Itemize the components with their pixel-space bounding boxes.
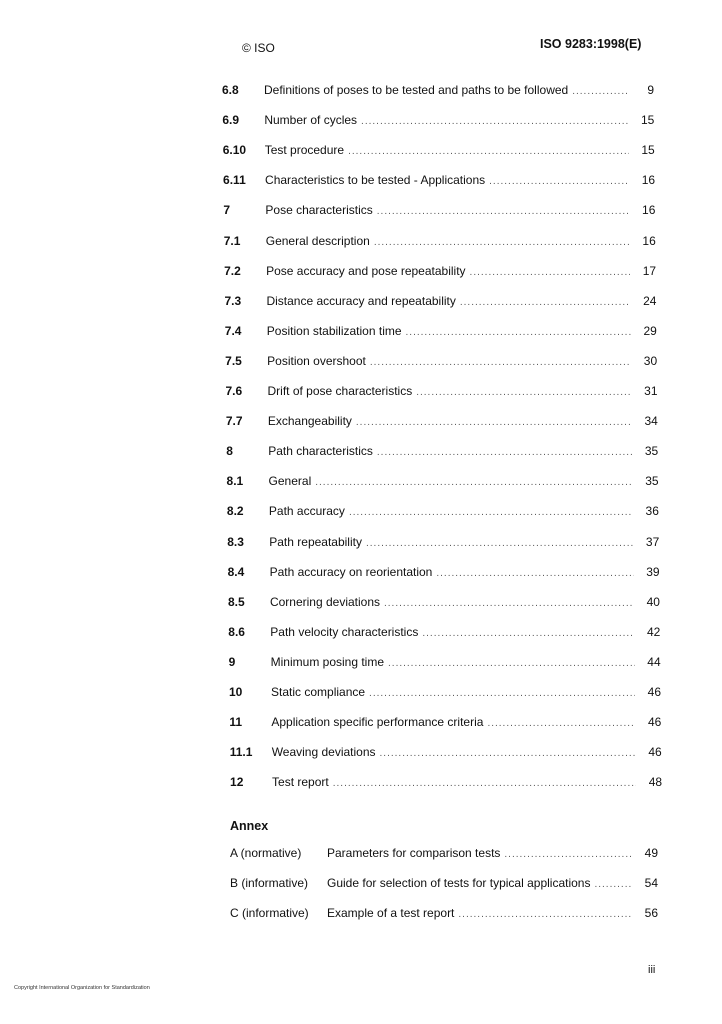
toc-entry-page: 29 <box>643 323 657 338</box>
toc-entry-number: 11 <box>229 715 243 730</box>
toc-entry <box>226 384 658 402</box>
toc-entry <box>224 234 656 252</box>
toc-entry-page: 35 <box>644 444 659 459</box>
toc-entry-page: 24 <box>643 293 657 308</box>
document-id: ISO 9283:1998(E) <box>540 37 642 51</box>
annex-entry <box>230 876 658 894</box>
toc-entry <box>228 565 660 583</box>
dot-leader <box>436 568 633 579</box>
annex-entry-label: C (informative) <box>230 906 309 920</box>
page-number: iii <box>648 964 656 976</box>
toc-entry <box>223 203 655 221</box>
toc-entry-page: 42 <box>646 624 661 639</box>
toc-entry-title: Definitions of poses to be tested and paths to be followed <box>264 83 569 97</box>
dot-leader <box>406 327 631 338</box>
toc-entry-title: Position stabilization time <box>266 323 402 338</box>
toc-entry-number: 8.1 <box>226 474 244 489</box>
toc-entry-number: 10 <box>229 685 243 699</box>
annex-heading: Annex <box>230 819 269 833</box>
toc-entry-number: 8.6 <box>228 624 245 639</box>
toc-entry-page: 31 <box>644 384 658 398</box>
toc-entry-title: General description <box>265 233 370 248</box>
toc-entry <box>225 354 657 372</box>
toc-entry <box>223 173 655 191</box>
toc-entry-title: Characteristics to be tested - Applications <box>265 173 486 188</box>
dot-leader <box>377 206 630 217</box>
toc-entry <box>225 324 657 342</box>
toc-entry-number: 7.1 <box>223 233 241 248</box>
toc-entry-page: 34 <box>644 414 658 429</box>
dot-leader <box>370 357 631 368</box>
dot-leader <box>458 909 632 920</box>
toc-entry-title: Path velocity characteristics <box>270 624 419 639</box>
toc-entry-title: Minimum posing time <box>270 654 385 669</box>
toc-entry-page: 36 <box>645 504 659 519</box>
dot-leader <box>572 86 628 97</box>
dot-leader <box>594 879 632 890</box>
toc-entry <box>226 444 658 462</box>
toc-entry-number: 6.8 <box>222 83 239 97</box>
toc-entry-title: Number of cycles <box>264 113 358 128</box>
toc-entry-title: Pose accuracy and pose repeatability <box>266 263 466 278</box>
toc-entry <box>227 474 659 492</box>
annex-entry-title: Parameters for comparison tests <box>327 846 501 860</box>
dot-leader <box>504 849 632 860</box>
annex-entry-title: Guide for selection of tests for typical applications <box>327 876 591 890</box>
toc-entry-page: 46 <box>647 685 661 699</box>
toc-entry-page: 44 <box>647 654 661 669</box>
toc-entry-page: 15 <box>641 143 655 158</box>
toc-entry <box>222 113 654 131</box>
toc-entry <box>224 294 656 312</box>
toc-entry-title: Path accuracy <box>268 504 345 519</box>
toc-entry-title: Path characteristics <box>268 444 373 459</box>
toc-entry-title: Drift of pose characteristics <box>267 384 413 398</box>
toc-entry <box>228 625 660 643</box>
toc-entry-page: 9 <box>647 83 654 97</box>
toc-entry-number: 6.9 <box>222 113 240 128</box>
dot-leader <box>377 447 632 458</box>
dot-leader <box>388 658 635 669</box>
dot-leader <box>361 116 628 127</box>
toc-entry <box>229 685 661 703</box>
toc-entry <box>226 414 658 432</box>
toc-entry-number: 11.1 <box>229 745 253 760</box>
toc-entry <box>229 655 661 673</box>
toc-entry-page: 17 <box>642 263 657 278</box>
toc-entry <box>229 715 661 733</box>
annex-entry-label: B (informative) <box>230 876 309 890</box>
toc-entry <box>224 264 656 282</box>
toc-entry <box>227 535 659 553</box>
copyright-notice: Copyright International Organization for Standardization <box>14 985 150 991</box>
toc-entry <box>222 83 654 101</box>
toc-entry-number: 8.4 <box>227 564 245 579</box>
toc-entry-number: 7.7 <box>225 414 243 429</box>
toc-entry-title: Application specific performance criteria <box>271 715 484 730</box>
toc-entry-title: General <box>268 474 312 489</box>
toc-entry-title: Path repeatability <box>269 534 362 549</box>
dot-leader <box>374 237 630 248</box>
toc-entry-title: Test procedure <box>264 143 345 158</box>
annex-entry <box>230 846 658 864</box>
toc-entry-number: 7.6 <box>225 384 243 398</box>
annex-entry-page: 56 <box>644 906 658 920</box>
dot-leader <box>366 538 633 549</box>
toc-entry-title: Path accuracy on reorientation <box>269 564 433 579</box>
annex-entry <box>230 906 658 924</box>
toc-entry-page: 48 <box>648 775 663 790</box>
toc-entry-number: 6.10 <box>222 143 247 158</box>
toc-entry-page: 35 <box>645 474 659 489</box>
toc-entry-number: 8.5 <box>227 594 245 609</box>
dot-leader <box>487 718 635 729</box>
toc-entry-page: 30 <box>643 353 658 368</box>
toc-entry-number: 7.4 <box>224 323 242 338</box>
toc-entry-number: 7.5 <box>225 353 242 368</box>
dot-leader <box>416 387 631 398</box>
toc-entry-page: 46 <box>648 745 662 760</box>
dot-leader <box>348 146 629 157</box>
toc-entry-title: Weaving deviations <box>271 745 376 760</box>
toc-entry-page: 16 <box>641 173 656 188</box>
toc-entry-number: 7.3 <box>224 293 242 308</box>
dot-leader <box>369 688 635 699</box>
header-left: © ISO <box>242 41 275 55</box>
toc-entry-page: 46 <box>647 715 662 730</box>
dot-leader <box>384 598 634 609</box>
toc-entry-number: 8.2 <box>226 504 244 519</box>
toc-entry <box>230 775 662 793</box>
dot-leader <box>422 628 634 639</box>
toc-entry-page: 16 <box>642 233 656 248</box>
toc-entry-page: 40 <box>646 594 660 609</box>
toc-entry-page: 37 <box>645 534 660 549</box>
toc-entry-title: Test report <box>272 775 329 790</box>
toc-entry-number: 8.3 <box>227 534 244 549</box>
dot-leader <box>315 477 632 488</box>
toc-entry <box>227 504 659 522</box>
dot-leader <box>470 267 631 278</box>
annex-entry-page: 49 <box>644 846 658 860</box>
toc-entry-title: Static compliance <box>271 685 366 699</box>
toc-entry-number: 12 <box>230 775 244 790</box>
dot-leader <box>460 297 631 308</box>
toc-entry-number: 7 <box>223 203 231 218</box>
toc-entry <box>223 143 655 161</box>
toc-entry-page: 16 <box>642 203 656 218</box>
dot-leader <box>380 748 636 759</box>
toc-entry-page: 39 <box>646 564 660 579</box>
toc-entry <box>228 595 660 613</box>
toc-entry-number: 8 <box>226 444 233 459</box>
toc-entry-number: 7.2 <box>224 263 241 278</box>
toc-entry-title: Exchangeability <box>267 414 352 429</box>
dot-leader <box>333 778 636 789</box>
annex-entry-title: Example of a test report <box>327 906 455 920</box>
toc-entry-title: Cornering deviations <box>269 594 380 609</box>
toc-entry-title: Pose characteristics <box>265 203 373 218</box>
toc-entry-number: 9 <box>228 654 236 669</box>
dot-leader <box>356 417 632 428</box>
toc-entry <box>230 745 662 763</box>
dot-leader <box>349 507 633 518</box>
dot-leader <box>489 176 629 187</box>
toc-entry-title: Distance accuracy and repeatability <box>266 293 456 308</box>
annex-entry-label: A (normative) <box>230 846 302 860</box>
toc-entry-number: 6.11 <box>223 173 246 188</box>
annex-entry-page: 54 <box>644 876 658 890</box>
toc-entry-page: 15 <box>640 113 655 128</box>
toc-entry-title: Position overshoot <box>267 353 366 368</box>
